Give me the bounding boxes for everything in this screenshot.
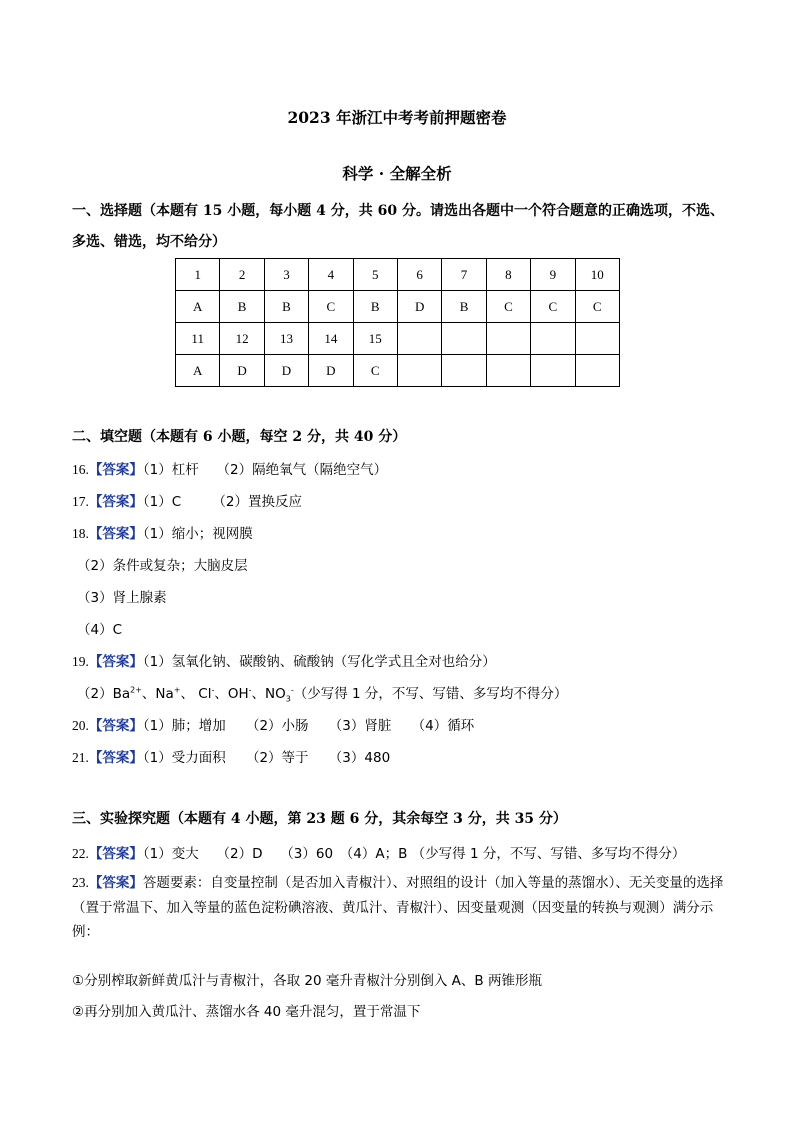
table-cell xyxy=(442,355,486,387)
table-row-question-numbers xyxy=(176,259,620,291)
table-cell: C xyxy=(353,355,397,387)
section-2-heading: 二、填空题（本题有 6 小题，每空 2 分，共 40 分） xyxy=(72,429,407,445)
table-cell xyxy=(486,323,530,355)
table-cell: 4 xyxy=(309,259,353,291)
table-cell: B xyxy=(442,291,486,323)
table-cell: B xyxy=(220,291,264,323)
answer-21: 21.【答案】（1）受力面积 （2）等于 （3）480 xyxy=(72,750,391,766)
table-cell: 11 xyxy=(176,323,220,355)
answer-23: 23.【答案】答题要素：自变量控制（是否加入青椒汁）、对照组的设计（加入等量的蒸馏水）、无关变量的选择（置于常温下、加入等量的蓝色淀粉碘溶液、黄瓜汁、青椒汁）、因变量观测（因变量的转换与观测）满分示例： xyxy=(72,875,724,940)
table-cell: 1 xyxy=(176,259,220,291)
answer-table xyxy=(175,258,620,387)
table-cell xyxy=(575,323,619,355)
table-cell: C xyxy=(309,291,353,323)
table-cell xyxy=(486,355,530,387)
table-cell: C xyxy=(486,291,530,323)
table-cell xyxy=(531,323,575,355)
table-cell xyxy=(575,355,619,387)
table-cell: 7 xyxy=(442,259,486,291)
page-subtitle: 科学 · 全解全析 xyxy=(342,164,452,183)
answer-19-part2: $(2)Ba^{2+}$、Na+、 Cl-、OH-、$NO_3^-$（少写得 1 分，不写、写错、多写均不得分） xyxy=(77,685,568,704)
section-1-heading: 一、选择题（本题有 15 小题，每小题 4 分，共 60 分。请选出各题中一个符合题意的正确选项，不选、多选、错选，均不给分） xyxy=(72,203,724,250)
table-cell: D xyxy=(220,355,264,387)
table-cell xyxy=(531,355,575,387)
answer-23-step1: ①分别榨取新鲜黄瓜汁与青椒汁，各取 20 毫升青椒汁分别倒入 A、B 两锥形瓶 xyxy=(72,973,542,989)
table-cell: A xyxy=(176,291,220,323)
table-cell: 15 xyxy=(353,323,397,355)
answer-20: 20.【答案】（1）肺；增加 （2）小肠 （3）肾脏 （4）循环 xyxy=(72,718,475,734)
table-cell xyxy=(442,323,486,355)
table-cell xyxy=(397,323,441,355)
answer-tag: 【答案】 xyxy=(88,846,143,862)
table-cell: 12 xyxy=(220,323,264,355)
answer-tag: 【答案】 xyxy=(88,718,143,734)
table-cell: A xyxy=(176,355,220,387)
table-cell: D xyxy=(264,355,308,387)
table-cell: 5 xyxy=(353,259,397,291)
table-cell: 8 xyxy=(486,259,530,291)
answer-18-part2: （2）条件或复杂；大脑皮层 xyxy=(77,558,248,574)
table-cell: 13 xyxy=(264,323,308,355)
page-title: 2023 年浙江中考考前押题密卷 xyxy=(287,108,507,127)
table-cell xyxy=(397,355,441,387)
table-cell: B xyxy=(353,291,397,323)
answer-tag: 【答案】 xyxy=(88,875,143,891)
table-row-answers xyxy=(176,355,620,387)
table-row-question-numbers xyxy=(176,323,620,355)
table-cell: 10 xyxy=(575,259,619,291)
table-cell: C xyxy=(531,291,575,323)
table-cell: D xyxy=(397,291,441,323)
table-cell: 3 xyxy=(264,259,308,291)
answer-tag: 【答案】 xyxy=(88,750,143,766)
section-3-heading: 三、实验探究题（本题有 4 小题，第 23 题 6 分，其余每空 3 分，共 35 分） xyxy=(72,811,567,827)
answer-tag: 【答案】 xyxy=(88,494,143,510)
answer-tag: 【答案】 xyxy=(88,462,143,478)
table-row-answers xyxy=(176,291,620,323)
table-cell: 14 xyxy=(309,323,353,355)
answer-tag: 【答案】 xyxy=(88,526,143,542)
table-cell: D xyxy=(309,355,353,387)
answer-17: 17.【答案】（1）C （2）置换反应 xyxy=(72,494,303,510)
answer-19: 19.【答案】（1）氢氧化钠、碳酸钠、硫酸钠（写化学式且全对也给分） xyxy=(72,654,496,670)
answer-tag: 【答案】 xyxy=(88,654,143,670)
answer-18: 18.【答案】（1）缩小；视网膜 xyxy=(72,526,253,542)
answer-16: 16.【答案】（1）杠杆 （2）隔绝氧气（隔绝空气） xyxy=(72,462,388,478)
table-cell: B xyxy=(264,291,308,323)
answer-23-step2: ②再分别加入黄瓜汁、蒸馏水各 40 毫升混匀，置于常温下 xyxy=(72,1004,421,1020)
answer-18-part4: （4）C xyxy=(77,622,123,638)
table-cell: 6 xyxy=(397,259,441,291)
table-cell: 2 xyxy=(220,259,264,291)
answer-18-part3: （3）肾上腺素 xyxy=(77,590,167,606)
table-cell: 9 xyxy=(531,259,575,291)
answer-22: 22.【答案】（1）变大 （2）D （3）60 （4）A；B （少写得 1 分，不写、写错、多写均不得分） xyxy=(72,846,686,862)
table-cell: C xyxy=(575,291,619,323)
